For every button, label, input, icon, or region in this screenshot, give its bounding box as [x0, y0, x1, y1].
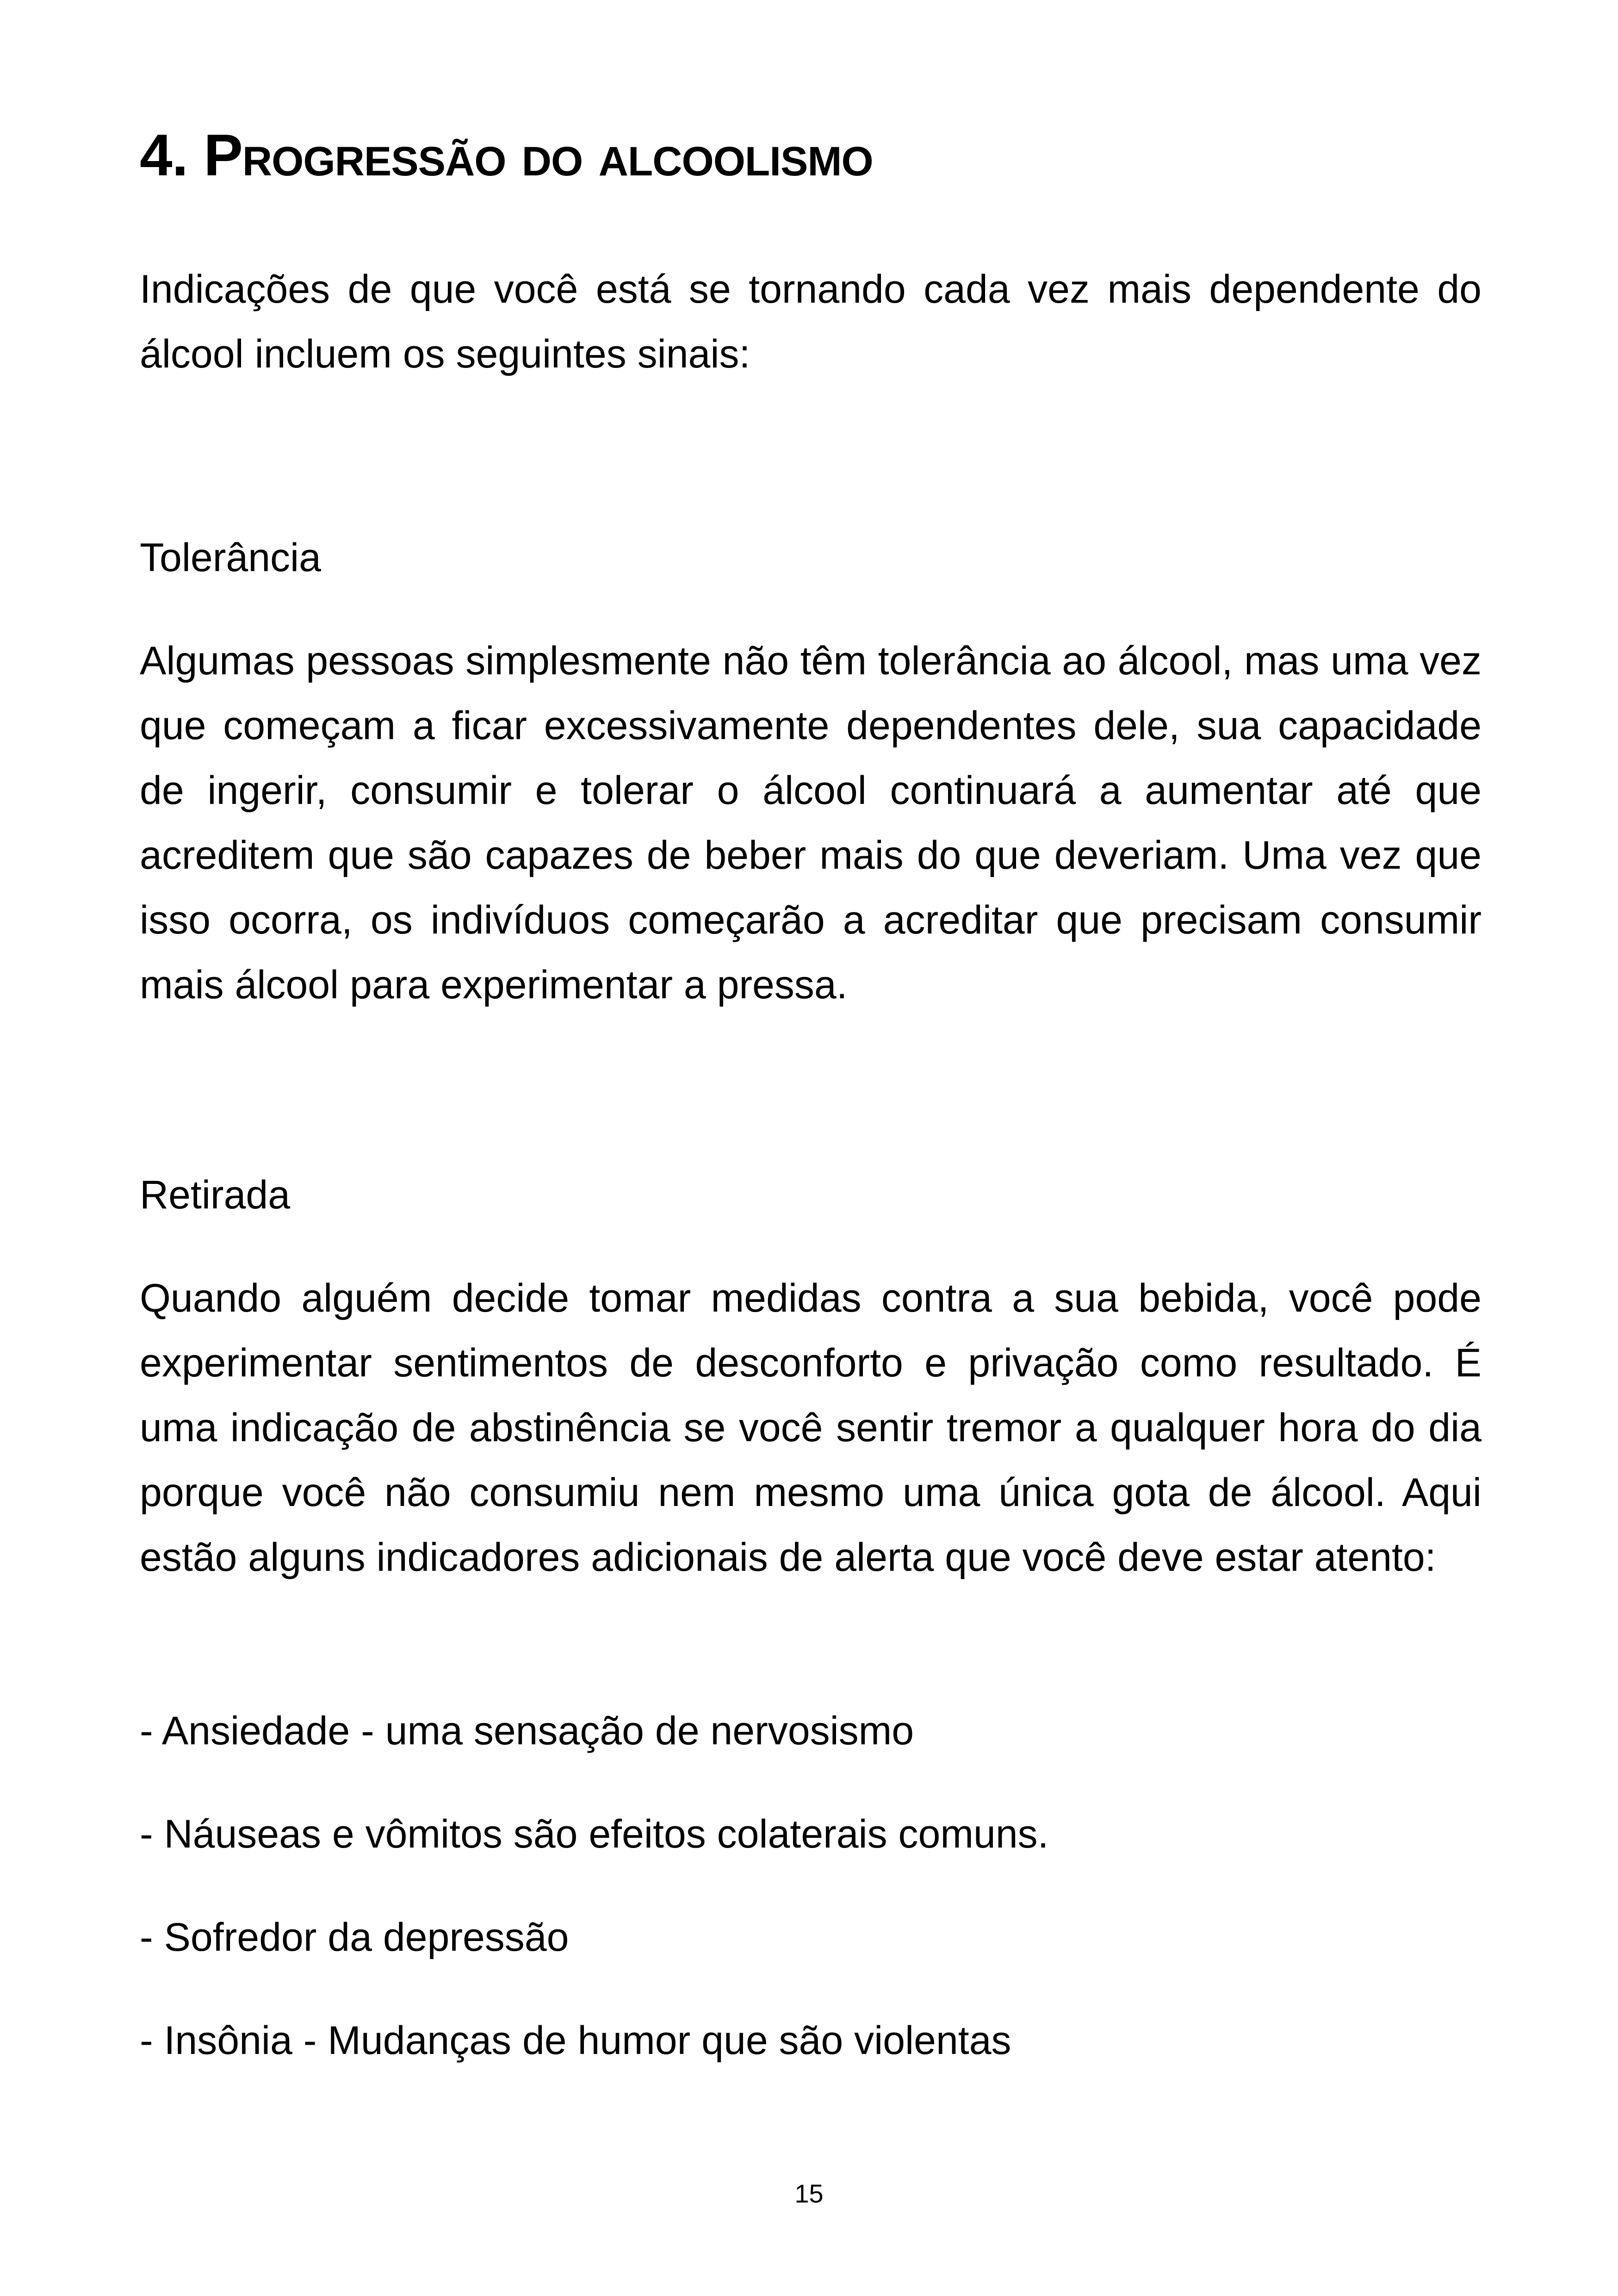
page-title: 4. Progressão do alcoolismo	[140, 122, 873, 188]
list-item: - Náuseas e vômitos são efeitos colaterais comuns.	[140, 1812, 1049, 1856]
intro-paragraph: Indicações de que você está se tornando cada vez mais dependente do álcool incluem os seguintes sinais:	[140, 267, 1482, 376]
list-item: - Ansiedade - uma sensação de nervosismo	[140, 1709, 914, 1753]
list-item: - Sofredor da depressão	[140, 1915, 569, 1960]
section-body-retirada: Quando alguém decide tomar medidas contra a sua bebida, você pode experimentar sentimentos de desconforto e privação como resultado. É uma indicação de abstinência se você sentir tremor a qualquer hora do dia porque você não consumiu nem mesmo uma única gota de álcool. Aqui estão alguns indicadores adicionais de alerta que você deve estar atento:	[140, 1276, 1482, 1580]
section-heading-tolerancia: Tolerância	[140, 535, 321, 580]
page-number: 15	[794, 2179, 824, 2208]
section-heading-retirada: Retirada	[140, 1173, 291, 1217]
list-item: - Insônia - Mudanças de humor que são violentas	[140, 2018, 1011, 2063]
section-body-tolerancia: Algumas pessoas simplesmente não têm tolerância ao álcool, mas uma vez que começam a ficar excessivamente dependentes dele, sua capacidade de ingerir, consumir e tolerar o álcool continuará a aumentar até que acreditem que são capazes de beber mais do que deveriam. Uma vez que isso ocorra, os indivíduos começarão a acreditar que precisam consumir mais álcool para experimentar a pressa.	[140, 639, 1482, 1007]
